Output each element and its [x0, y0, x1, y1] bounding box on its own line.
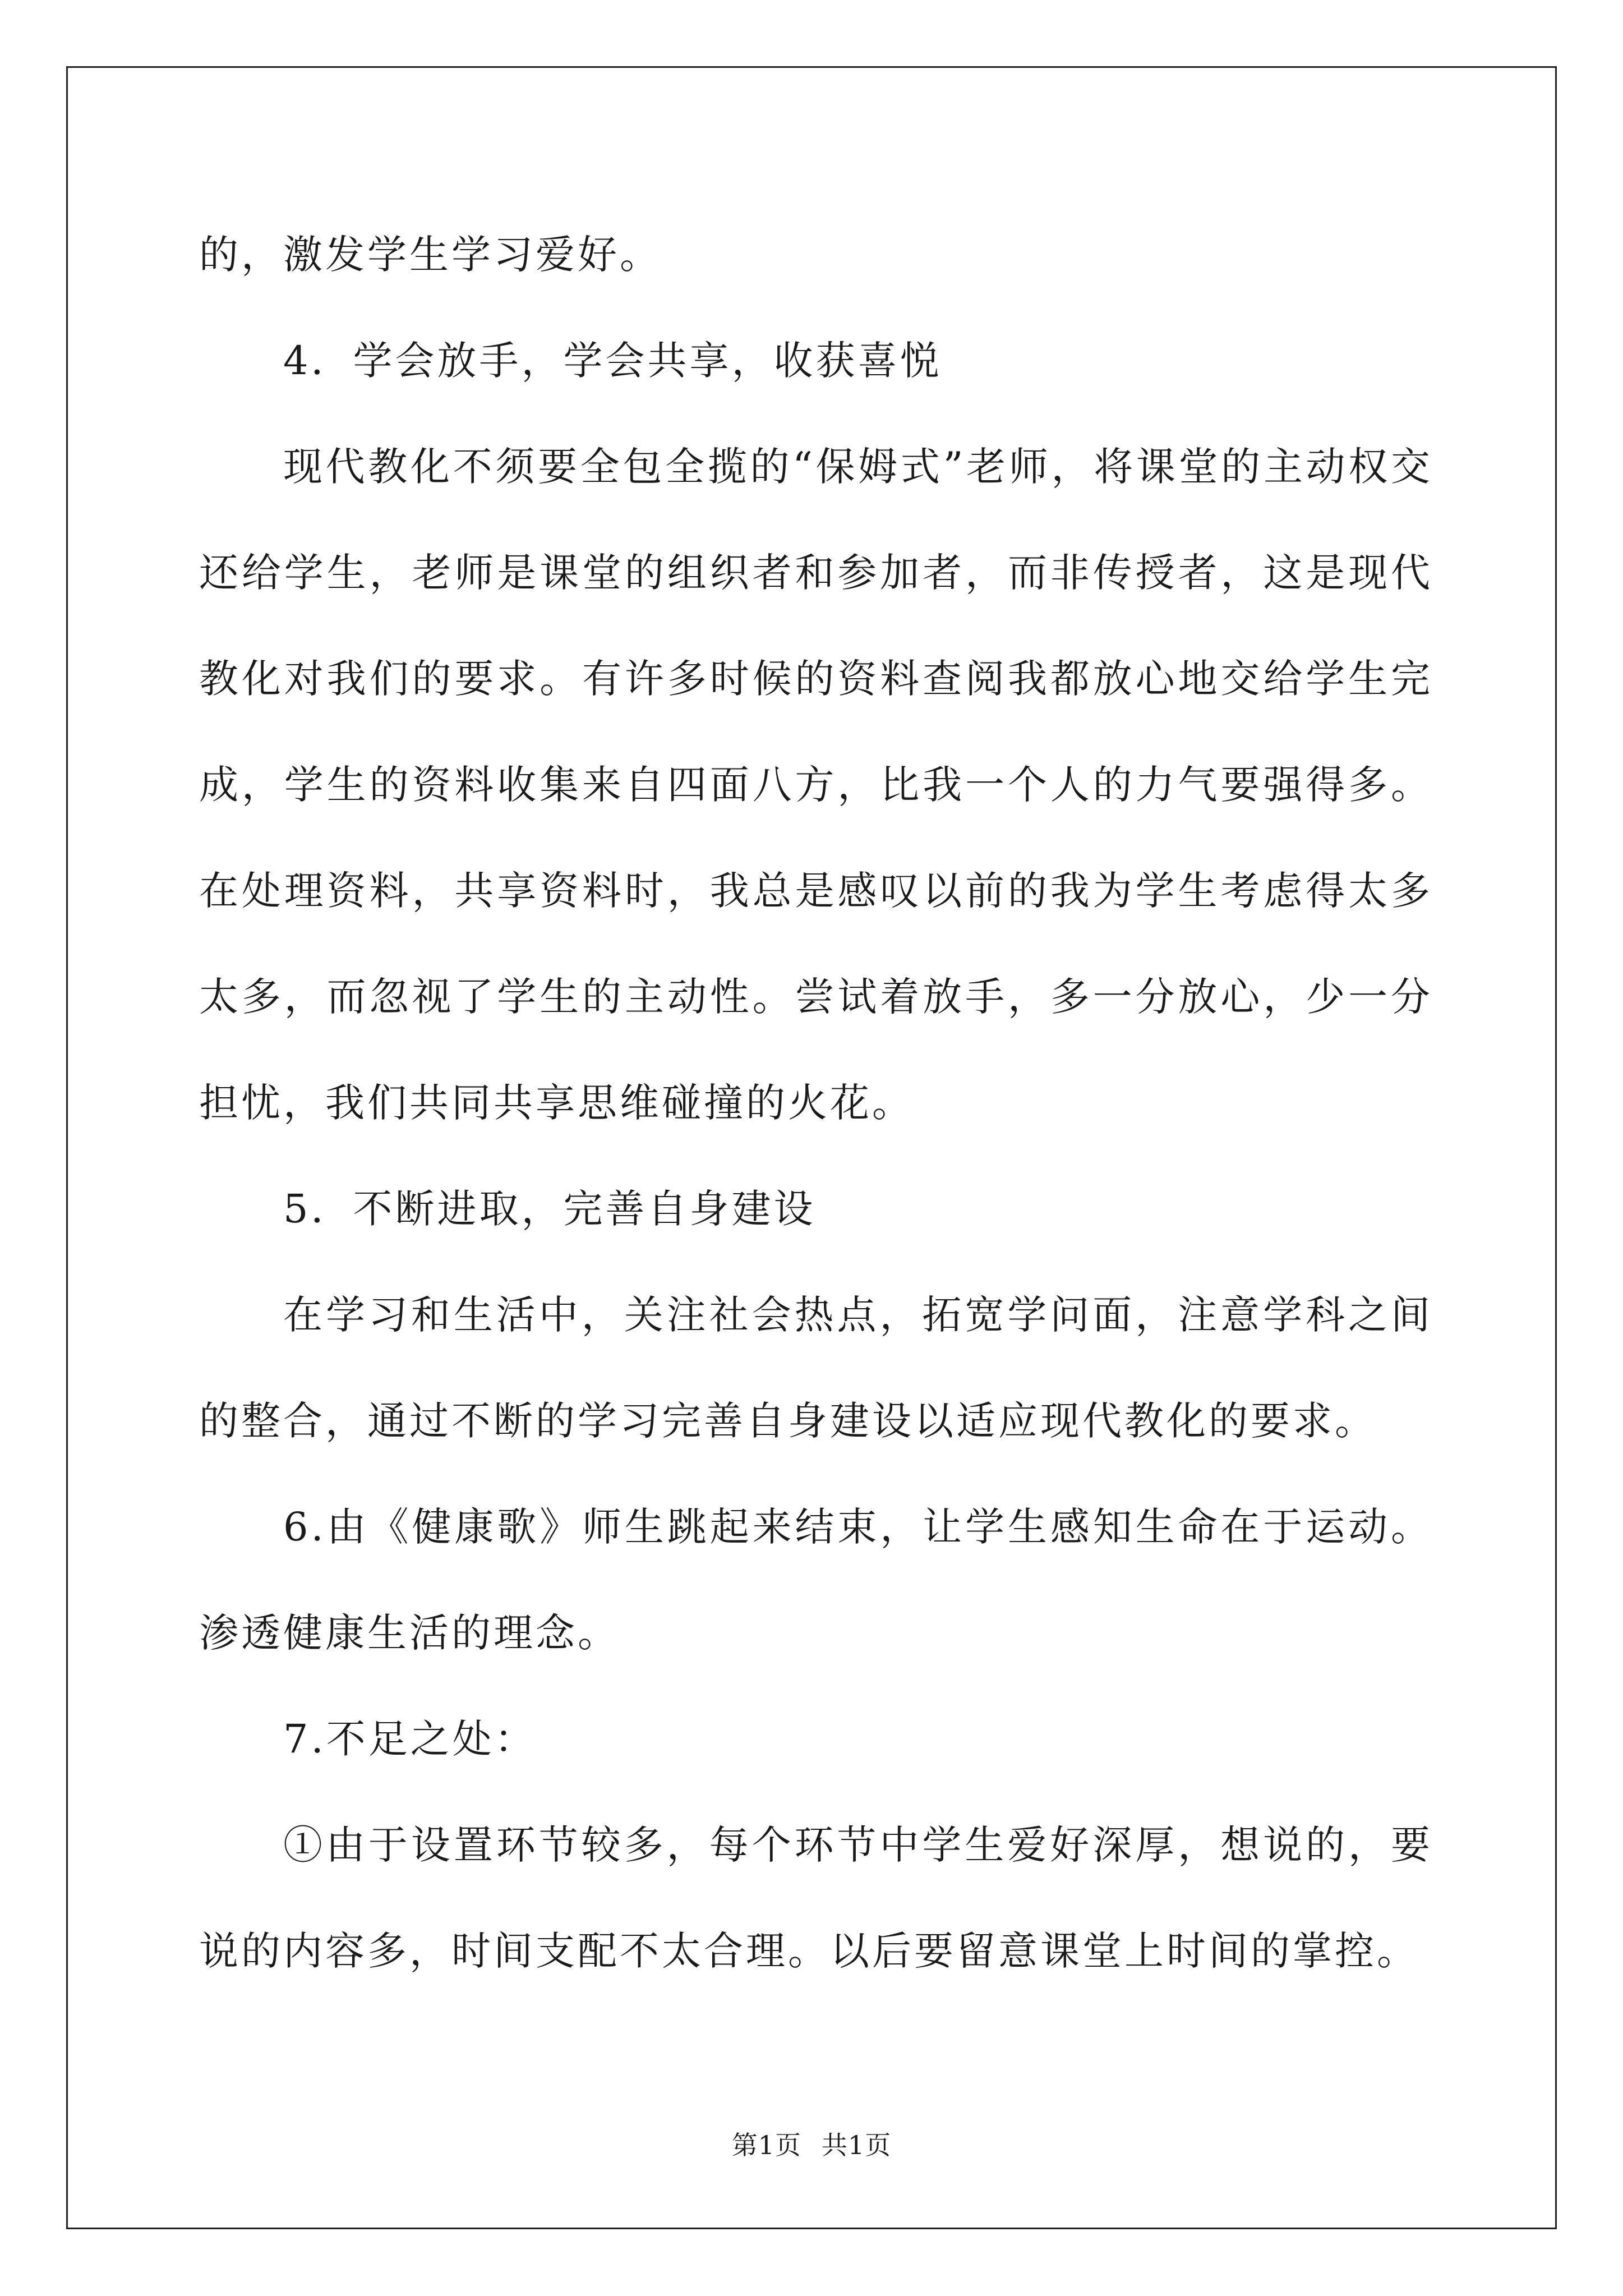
heading-point-5: 5．不断进取，完善自身建设 — [283, 1186, 816, 1232]
paragraph-point-6: 6.由《健康歌》师生跳起来结束，让学生感知生命在于运动。渗透健康生活的理念。 — [199, 1504, 1433, 1656]
page-number: 第1页 — [731, 2130, 801, 2160]
paragraph-continuation: 的，激发学生学习爱好。 — [199, 232, 662, 278]
document-body — [199, 202, 1433, 2004]
heading-point-4: 4．学会放手，学会共享，收获喜悦 — [283, 338, 942, 384]
paragraph-point-4-body: 现代教化不须要全包全揽的“保姆式”老师，将课堂的主动权交还给学生，老师是课堂的组织者和参加者，而非传授者，这是现代教化对我们的要求。有许多时候的资料查阅我都放心地交给学生完成，学生的资料收集来自四面八方，比我一个人的力气要强得多。在处理资料，共享资料时，我总是感叹以前的我为学生考虑得太多太多，而忽视了学生的主动性。尝试着放手，多一分放心，少一分担忧，我们共同共享思维碰撞的火花。 — [199, 444, 1433, 1126]
heading-point-7: 7.不足之处： — [283, 1716, 537, 1762]
paragraph-point-7-item-1: ①由于设置环节较多，每个环节中学生爱好深厚，想说的，要说的内容多，时间支配不太合理。以后要留意课堂上时间的掌控。 — [199, 1822, 1433, 1974]
page-footer — [0, 2125, 1623, 2162]
page-total: 共1页 — [822, 2130, 892, 2160]
paragraph-point-5-body: 在学习和生活中，关注社会热点，拓宽学问面，注意学科之间的整合，通过不断的学习完善自身建设以适应现代教化的要求。 — [199, 1292, 1433, 1444]
